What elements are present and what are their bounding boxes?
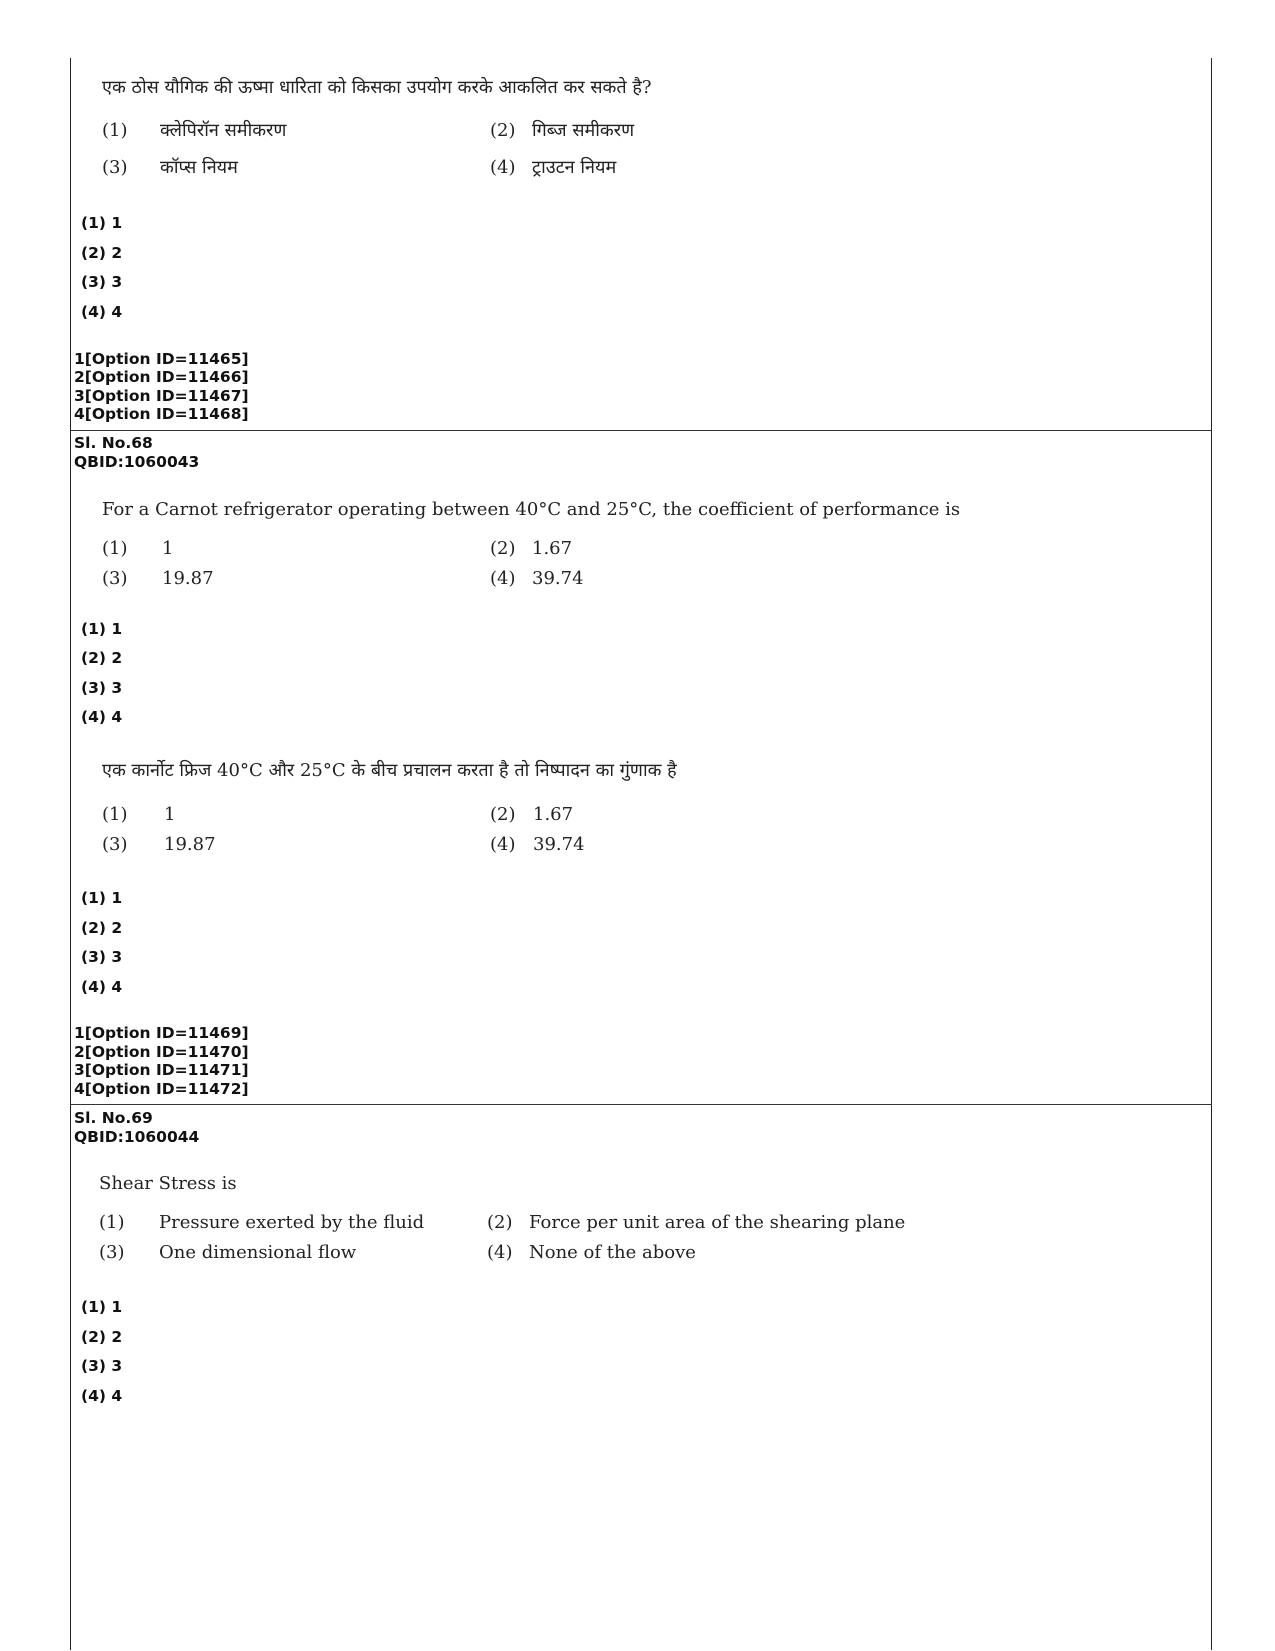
option-text: 1 xyxy=(164,804,176,825)
option-id: 3[Option ID=11471] xyxy=(74,1061,249,1079)
option-text: कॉप्स नियम xyxy=(160,157,238,178)
option-2 xyxy=(490,538,572,560)
option-text: One dimensional flow xyxy=(159,1242,357,1263)
qbid: QBID:1060043 xyxy=(74,453,200,471)
option-2 xyxy=(490,804,573,826)
option-number: (1) xyxy=(102,120,128,141)
option-id: 1[Option ID=11465] xyxy=(74,350,249,368)
question-text: एक कार्नोट फ्रिज 40°C और 25°C के बीच प्रचालन करता है तो निष्पादन का गुंणाक है xyxy=(102,760,677,781)
option-2 xyxy=(487,1212,905,1234)
option-number: (4) xyxy=(490,157,516,178)
option-text: क्लेपिरॉन समीकरण xyxy=(160,120,287,141)
option-text: Force per unit area of the shearing plane xyxy=(529,1212,906,1233)
option-3 xyxy=(102,157,238,179)
answer-choice[interactable]: (4) 4 xyxy=(81,978,123,996)
option-text: 39.74 xyxy=(533,834,585,855)
option-number: (3) xyxy=(102,157,128,178)
option-text: गिब्ज समीकरण xyxy=(532,120,635,141)
question-text: For a Carnot refrigerator operating between 40°C and 25°C, the coefficient of performance is xyxy=(102,499,961,520)
option-3 xyxy=(102,568,214,590)
option-1 xyxy=(102,538,173,560)
option-number: (1) xyxy=(99,1212,125,1233)
option-1 xyxy=(102,120,286,142)
option-text: 1.67 xyxy=(533,804,574,825)
option-number: (2) xyxy=(487,1212,513,1233)
option-number: (3) xyxy=(99,1242,125,1263)
answer-choice[interactable]: (2) 2 xyxy=(81,244,123,262)
option-text: Pressure exerted by the fluid xyxy=(159,1212,425,1233)
option-3 xyxy=(99,1242,356,1264)
answer-choice[interactable]: (1) 1 xyxy=(81,889,123,907)
option-id: 4[Option ID=11472] xyxy=(74,1080,249,1098)
answer-choice[interactable]: (3) 3 xyxy=(81,1357,123,1375)
option-text: 19.87 xyxy=(162,568,214,589)
option-id: 4[Option ID=11468] xyxy=(74,405,249,423)
option-id: 1[Option ID=11469] xyxy=(74,1024,249,1042)
answer-choice[interactable]: (3) 3 xyxy=(81,273,123,291)
option-number: (2) xyxy=(490,538,516,559)
serial-number: Sl. No.69 xyxy=(74,1109,153,1127)
option-number: (1) xyxy=(102,804,128,825)
option-3 xyxy=(102,834,216,856)
option-number: (4) xyxy=(490,834,516,855)
option-text: 19.87 xyxy=(164,834,216,855)
answer-choice[interactable]: (1) 1 xyxy=(81,1298,123,1316)
option-id: 2[Option ID=11470] xyxy=(74,1043,249,1061)
option-4 xyxy=(487,1242,696,1264)
question-text: एक ठोस यौगिक की ऊष्मा धारिता को किसका उपयोग करके आकलित कर सकते है? xyxy=(102,77,652,98)
serial-number: Sl. No.68 xyxy=(74,434,153,452)
answer-choice[interactable]: (2) 2 xyxy=(81,649,123,667)
option-text: 1 xyxy=(162,538,174,559)
option-number: (2) xyxy=(490,120,516,141)
option-4 xyxy=(490,834,585,856)
option-number: (3) xyxy=(102,834,128,855)
page-frame xyxy=(70,58,1212,1650)
answer-choice[interactable]: (4) 4 xyxy=(81,303,123,321)
option-4 xyxy=(490,157,616,179)
option-number: (2) xyxy=(490,804,516,825)
option-id: 2[Option ID=11466] xyxy=(74,368,249,386)
answer-choice[interactable]: (3) 3 xyxy=(81,679,123,697)
option-1 xyxy=(102,804,175,826)
option-text: 39.74 xyxy=(532,568,584,589)
answer-choice[interactable]: (1) 1 xyxy=(81,620,123,638)
qbid: QBID:1060044 xyxy=(74,1128,200,1146)
option-number: (4) xyxy=(487,1242,513,1263)
question-text: Shear Stress is xyxy=(99,1173,237,1194)
answer-choice[interactable]: (2) 2 xyxy=(81,1328,123,1346)
answer-choice[interactable]: (1) 1 xyxy=(81,214,123,232)
answer-choice[interactable]: (2) 2 xyxy=(81,919,123,937)
answer-choice[interactable]: (4) 4 xyxy=(81,708,123,726)
answer-choice[interactable]: (4) 4 xyxy=(81,1387,123,1405)
option-number: (1) xyxy=(102,538,128,559)
option-text: ट्राउटन नियम xyxy=(532,157,617,178)
option-number: (4) xyxy=(490,568,516,589)
option-1 xyxy=(99,1212,424,1234)
option-4 xyxy=(490,568,584,590)
option-id: 3[Option ID=11467] xyxy=(74,387,249,405)
option-2 xyxy=(490,120,634,142)
section-divider xyxy=(70,430,1212,431)
option-text: None of the above xyxy=(529,1242,696,1263)
option-text: 1.67 xyxy=(532,538,573,559)
answer-choice[interactable]: (3) 3 xyxy=(81,948,123,966)
option-number: (3) xyxy=(102,568,128,589)
section-divider xyxy=(70,1104,1212,1105)
